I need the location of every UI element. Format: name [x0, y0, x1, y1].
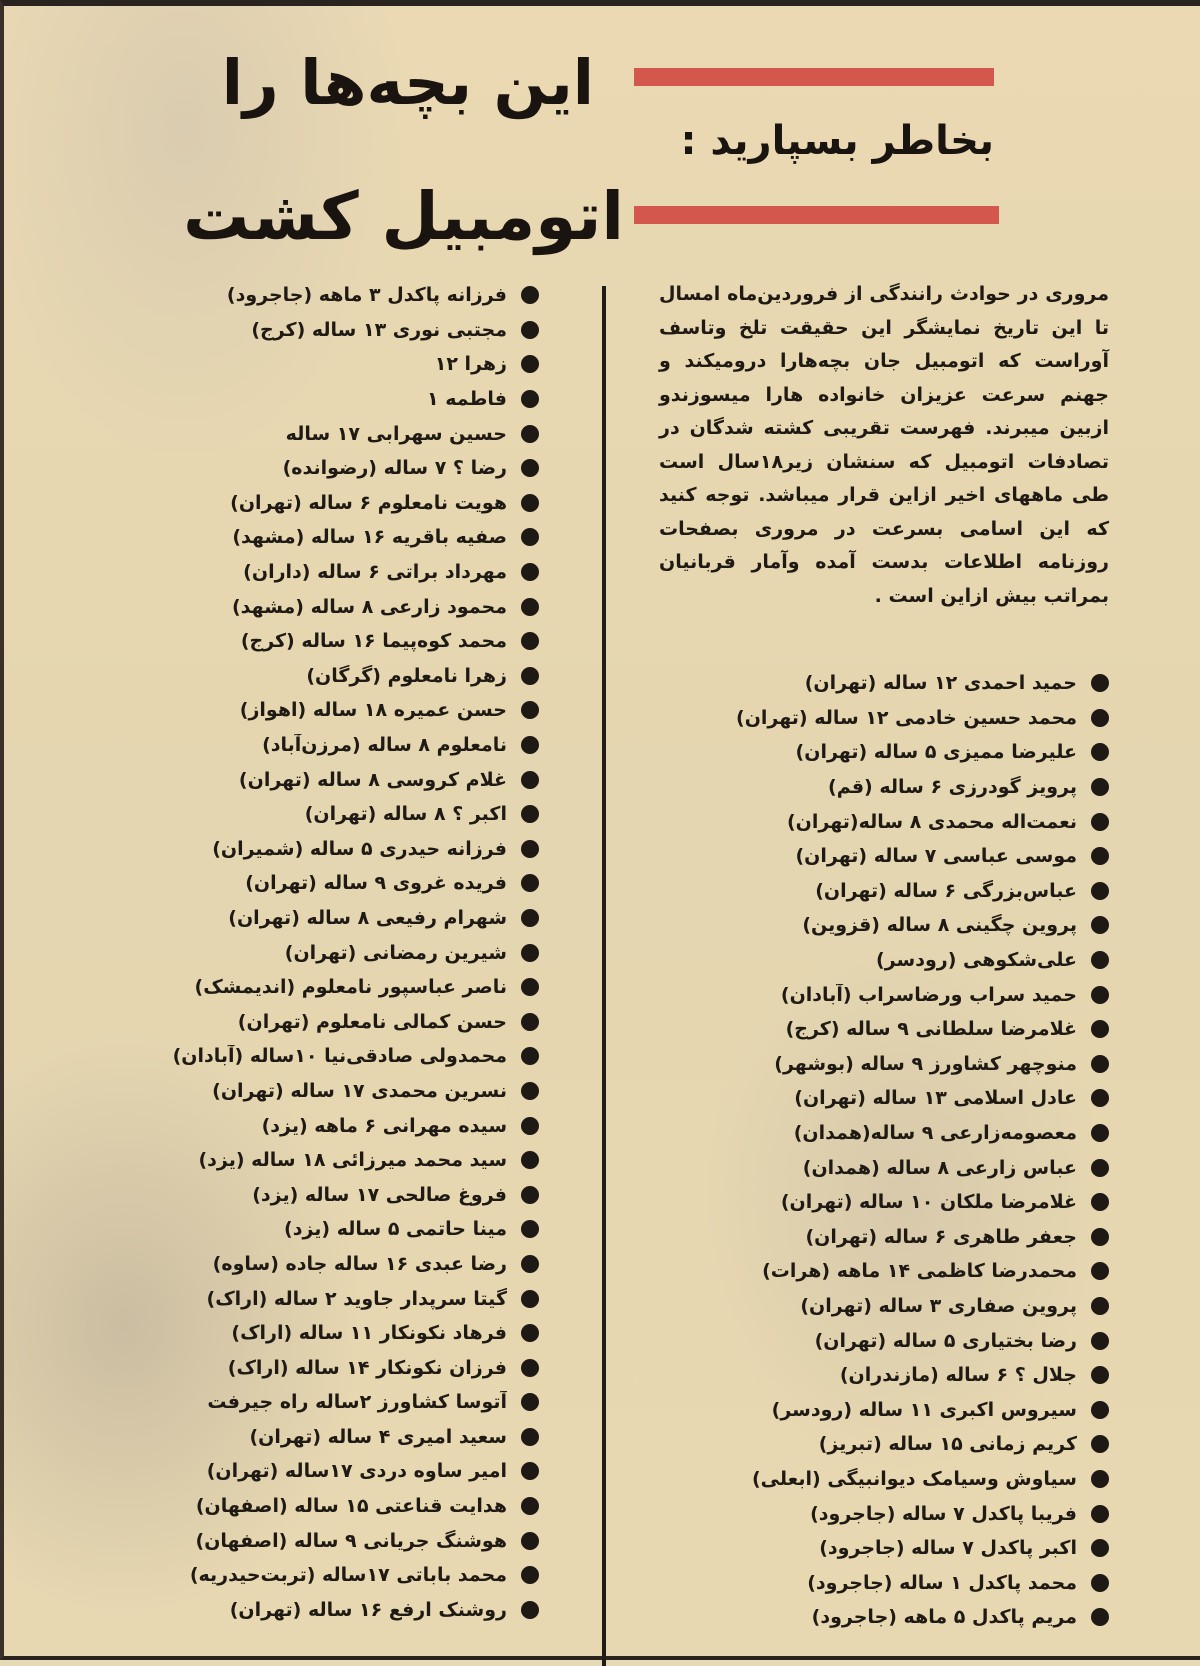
list-item — [644, 701, 1109, 736]
victim-entry: سیده مهرانی ۶ ماهه (یزد) — [261, 1114, 507, 1137]
victim-entry: محمد حسین خادمی ۱۲ ساله (تهران) — [736, 706, 1077, 729]
victim-entry: نعمت‌اله محمدی ۸ ساله(تهران) — [787, 810, 1077, 833]
list-item — [74, 1074, 539, 1109]
victim-entry: رضا بختیاری ۵ ساله (تهران) — [814, 1329, 1077, 1352]
victim-entry: هدایت قناعتی ۱۵ ساله (اصفهان) — [195, 1495, 507, 1518]
victim-entry: مهرداد براتی ۶ ساله (داران) — [243, 561, 507, 584]
list-item — [644, 1289, 1109, 1324]
bullet-icon — [1091, 1055, 1109, 1073]
bullet-icon — [1091, 1435, 1109, 1453]
bullet-icon — [521, 1220, 539, 1238]
bullet-icon — [521, 978, 539, 996]
list-item — [74, 1454, 539, 1489]
bullet-icon — [1091, 1297, 1109, 1315]
list-item — [644, 977, 1109, 1012]
list-item — [74, 1247, 539, 1282]
bullet-icon — [1091, 847, 1109, 865]
victim-entry: اکبر پاکدل ۷ ساله (جاجرود) — [819, 1537, 1077, 1560]
list-item — [74, 1212, 539, 1247]
list-item — [74, 1350, 539, 1385]
bullet-icon — [1091, 1020, 1109, 1038]
victim-entry: جلال ؟ ۶ ساله (مازندران) — [839, 1364, 1077, 1387]
victim-entry: رضا عبدی ۱۶ ساله جاده (ساوه) — [212, 1252, 507, 1275]
victim-entry: منوچهر کشاورز ۹ ساله (بوشهر) — [774, 1052, 1077, 1075]
list-item — [74, 486, 539, 521]
bullet-icon — [1091, 709, 1109, 727]
victim-entry: فروغ صالحی ۱۷ ساله (یزد) — [252, 1183, 507, 1206]
list-item — [74, 382, 539, 417]
victim-entry: غلامرضا سلطانی ۹ ساله (کرج) — [785, 1018, 1077, 1041]
list-item — [74, 1004, 539, 1039]
list-item — [74, 1523, 539, 1558]
list-item — [74, 797, 539, 832]
bullet-icon — [521, 1601, 539, 1619]
list-item — [74, 313, 539, 348]
bullet-icon — [521, 840, 539, 858]
bullet-icon — [1091, 951, 1109, 969]
victim-entry: حسن کمالی نامعلوم (تهران) — [237, 1010, 507, 1033]
list-item — [74, 1281, 539, 1316]
list-item — [644, 1358, 1109, 1393]
victim-entry: پرویز گودرزی ۶ ساله (قم) — [828, 776, 1077, 799]
victim-entry: فرهاد نکونکار ۱۱ ساله (اراک) — [231, 1322, 507, 1345]
bullet-icon — [521, 1117, 539, 1135]
bullet-icon — [521, 390, 539, 408]
bullet-icon — [521, 1462, 539, 1480]
victim-entry: پروین چگینی ۸ ساله (قزوین) — [802, 914, 1077, 937]
list-item — [74, 1385, 539, 1420]
list-item — [74, 555, 539, 590]
bullet-icon — [1091, 778, 1109, 796]
bullet-icon — [521, 701, 539, 719]
bullet-icon — [521, 667, 539, 685]
list-item — [74, 762, 539, 797]
list-item — [644, 943, 1109, 978]
victim-entry: روشنک ارفع ۱۶ ساله (تهران) — [229, 1598, 507, 1621]
bullet-icon — [1091, 1608, 1109, 1626]
victim-entry: غلامرضا ملکان ۱۰ ساله (تهران) — [780, 1191, 1077, 1214]
list-item — [74, 1593, 539, 1628]
list-item — [644, 908, 1109, 943]
bullet-icon — [521, 425, 539, 443]
victim-entry: فریبا پاکدل ۷ ساله (جاجرود) — [810, 1502, 1077, 1525]
bullet-icon — [1091, 1228, 1109, 1246]
victim-entry: محمدرضا کاظمی ۱۴ ماهه (هرات) — [762, 1260, 1077, 1283]
victim-entry: فرزانه پاکدل ۳ ماهه (جاجرود) — [226, 284, 507, 307]
list-item — [644, 1600, 1109, 1635]
victim-entry: جعفر طاهری ۶ ساله (تهران) — [805, 1225, 1077, 1248]
list-item — [74, 520, 539, 555]
victim-entry: آتوسا کشاورز ۲ساله راه جیرفت — [207, 1391, 507, 1414]
bullet-icon — [521, 1566, 539, 1584]
bullet-icon — [521, 494, 539, 512]
bullet-icon — [1091, 674, 1109, 692]
bullet-icon — [521, 632, 539, 650]
list-item — [644, 839, 1109, 874]
bullet-icon — [521, 1047, 539, 1065]
victim-entry: امیر ساوه دردی ۱۷ساله (تهران) — [206, 1460, 507, 1483]
bullet-icon — [521, 598, 539, 616]
victim-entry: موسی عباسی ۷ ساله (تهران) — [795, 845, 1077, 868]
victim-entry: فرزانه حیدری ۵ ساله (شمیران) — [212, 837, 507, 860]
list-item — [74, 1489, 539, 1524]
victim-entry: زهرا نامعلوم (گرگان) — [306, 664, 507, 687]
list-item — [74, 278, 539, 313]
bullet-icon — [521, 286, 539, 304]
bullet-icon — [1091, 1089, 1109, 1107]
list-item — [74, 935, 539, 970]
bullet-icon — [1091, 1332, 1109, 1350]
list-item — [74, 624, 539, 659]
victim-entry: شهرام رفیعی ۸ ساله (تهران) — [228, 906, 507, 929]
victims-list-left — [74, 278, 539, 1627]
bullet-icon — [1091, 1124, 1109, 1142]
list-item — [644, 1565, 1109, 1600]
list-item — [644, 1462, 1109, 1497]
victim-entry: زهرا ۱۲ — [434, 353, 507, 376]
bullet-icon — [521, 874, 539, 892]
list-item — [74, 1143, 539, 1178]
list-item — [74, 589, 539, 624]
list-item — [644, 1081, 1109, 1116]
bullet-icon — [1091, 1505, 1109, 1523]
list-item — [644, 1047, 1109, 1082]
bullet-icon — [521, 1186, 539, 1204]
bullet-icon — [1091, 1574, 1109, 1592]
red-accent-bar-bottom — [634, 206, 999, 224]
list-item — [74, 1420, 539, 1455]
list-item — [74, 416, 539, 451]
list-item — [644, 1150, 1109, 1185]
bullet-icon — [521, 355, 539, 373]
list-item — [644, 1185, 1109, 1220]
victim-entry: شیرین رمضانی (تهران) — [284, 941, 507, 964]
victim-entry: محمد کوه‌پیما ۱۶ ساله (کرج) — [240, 630, 507, 653]
bullet-icon — [521, 909, 539, 927]
bullet-icon — [1091, 882, 1109, 900]
bullet-icon — [521, 528, 539, 546]
headline-subtitle: بخاطر بسپارید : — [680, 118, 994, 164]
list-item — [644, 804, 1109, 839]
bullet-icon — [521, 736, 539, 754]
bullet-icon — [521, 1013, 539, 1031]
bullet-icon — [1091, 1401, 1109, 1419]
bullet-icon — [521, 1359, 539, 1377]
victim-entry: عباس‌بزرگی ۶ ساله (تهران) — [815, 879, 1077, 902]
victim-entry: سعید امیری ۴ ساله (تهران) — [249, 1425, 507, 1448]
headline-line-3: اتومبیل کشت — [183, 178, 624, 255]
list-item — [644, 770, 1109, 805]
list-item — [644, 874, 1109, 909]
list-item — [74, 901, 539, 936]
victim-entry: گیتا سرپدار جاوید ۲ ساله (اراک) — [206, 1287, 507, 1310]
victim-entry: ناصر عباسپور نامعلوم (اندیمشک) — [194, 976, 507, 999]
bullet-icon — [521, 459, 539, 477]
victim-entry: مریم پاکدل ۵ ماهه (جاجرود) — [811, 1606, 1077, 1629]
column-divider — [602, 286, 606, 1666]
list-item — [74, 866, 539, 901]
bullet-icon — [1091, 1366, 1109, 1384]
victim-entry: عادل اسلامی ۱۳ ساله (تهران) — [794, 1087, 1077, 1110]
victim-entry: نسرین محمدی ۱۷ ساله (تهران) — [212, 1079, 507, 1102]
bullet-icon — [521, 1428, 539, 1446]
victim-entry: پروین صفاری ۳ ساله (تهران) — [800, 1294, 1077, 1317]
list-item — [644, 1496, 1109, 1531]
list-item — [74, 1316, 539, 1351]
bullet-icon — [1091, 1262, 1109, 1280]
victim-entry: عباس زارعی ۸ ساله (همدان) — [802, 1156, 1077, 1179]
victim-entry: حسن عمیره ۱۸ ساله (اهواز) — [239, 699, 507, 722]
victim-entry: محمود زارعی ۸ ساله (مشهد) — [232, 595, 507, 618]
victim-entry: غلام کروسی ۸ ساله (تهران) — [238, 768, 507, 791]
bullet-icon — [521, 1532, 539, 1550]
list-item — [644, 1392, 1109, 1427]
list-item — [74, 832, 539, 867]
list-item — [74, 1039, 539, 1074]
victim-entry: هویت نامعلوم ۶ ساله (تهران) — [230, 491, 507, 514]
list-item — [644, 1531, 1109, 1566]
victim-entry: حمید احمدی ۱۲ ساله (تهران) — [804, 672, 1077, 695]
victim-entry: معصومه‌زارعی ۹ ساله(همدان) — [793, 1122, 1077, 1145]
victim-entry: علی‌شکوهی (رودسر) — [876, 949, 1077, 972]
victim-entry: مجتبی نوری ۱۳ ساله (کرج) — [251, 318, 507, 341]
bullet-icon — [521, 805, 539, 823]
victim-entry: سیروس اکبری ۱۱ ساله (رودسر) — [771, 1398, 1077, 1421]
list-item — [74, 970, 539, 1005]
bullet-icon — [521, 1290, 539, 1308]
victim-entry: سید محمد میرزائی ۱۸ ساله (یزد) — [198, 1149, 507, 1172]
bullet-icon — [521, 1151, 539, 1169]
list-item — [74, 659, 539, 694]
bullet-icon — [521, 321, 539, 339]
list-item — [644, 1012, 1109, 1047]
bullet-icon — [1091, 1193, 1109, 1211]
bullet-icon — [1091, 1470, 1109, 1488]
bullet-icon — [521, 1255, 539, 1273]
victim-entry: نامعلوم ۸ ساله (مرزن‌آباد) — [262, 734, 507, 757]
bullet-icon — [1091, 743, 1109, 761]
list-item — [74, 1108, 539, 1143]
victim-entry: فریده غروی ۹ ساله (تهران) — [245, 872, 507, 895]
list-item — [644, 666, 1109, 701]
list-item — [644, 1323, 1109, 1358]
red-accent-bar-top — [634, 68, 994, 86]
intro-paragraph: مروری در حوادث رانندگی از فروردین‌ماه امسال تا این تاریخ نمایشگر این حقیقت تلخ وتاسف آوراست که اتومبیل جان بچه‌هارا درومیکند و جهنم سرعت عزیزان خانواده هارا میسوزندو ازبین میبرند. فهرست تقریبی کشته شدگان در تصادفات اتومبیل که سنشان زیر۱۸سال است طی ماههای اخیر ازاین قرار میباشد. توجه کنید که این اسامی بسرعت در مروری بصفحات روزنامه اطلاعات بدست آمده وآمار قربانیان بمراتب بیش ازاین است . — [659, 283, 1110, 607]
victims-list-right — [644, 666, 1109, 1635]
victim-entry: هوشنگ جریانی ۹ ساله (اصفهان) — [195, 1529, 507, 1552]
headline-line-1: این بچه‌ها را — [221, 46, 594, 119]
list-item — [644, 1254, 1109, 1289]
bullet-icon — [521, 1393, 539, 1411]
victim-entry: حمید سراب ورضاسراب (آبادان) — [780, 983, 1077, 1006]
list-item — [74, 1177, 539, 1212]
list-item — [74, 693, 539, 728]
victim-entry: فاطمه ۱ — [427, 388, 507, 411]
list-item — [644, 1220, 1109, 1255]
victim-entry: محمد پاکدل ۱ ساله (جاجرود) — [807, 1571, 1077, 1594]
victim-entry: صفیه باقریه ۱۶ ساله (مشهد) — [232, 526, 507, 549]
bullet-icon — [521, 1082, 539, 1100]
victim-entry: سیاوش وسیامک دیوانبیگی (ابعلی) — [752, 1467, 1077, 1490]
bullet-icon — [521, 771, 539, 789]
list-item — [74, 451, 539, 486]
list-item — [74, 728, 539, 763]
bullet-icon — [521, 1497, 539, 1515]
bullet-icon — [1091, 813, 1109, 831]
list-item — [74, 1558, 539, 1593]
victim-entry: حسین سهرابی ۱۷ ساله — [285, 422, 507, 445]
victim-entry: مینا حاتمی ۵ ساله (یزد) — [284, 1218, 507, 1241]
list-item — [74, 347, 539, 382]
list-item — [644, 1427, 1109, 1462]
bullet-icon — [1091, 986, 1109, 1004]
bullet-icon — [521, 1324, 539, 1342]
bullet-icon — [1091, 1539, 1109, 1557]
victim-entry: رضا ؟ ۷ ساله (رضوانده) — [282, 457, 507, 480]
victim-entry: کریم زمانی ۱۵ ساله (تبریز) — [818, 1433, 1077, 1456]
bullet-icon — [521, 944, 539, 962]
bullet-icon — [1091, 1159, 1109, 1177]
bullet-icon — [1091, 916, 1109, 934]
victim-entry: محمد باباتی ۱۷ساله (تربت‌حیدریه) — [189, 1564, 507, 1587]
victim-entry: اکبر ؟ ۸ ساله (تهران) — [304, 803, 507, 826]
victim-entry: علیرضا ممیزی ۵ ساله (تهران) — [795, 741, 1077, 764]
list-item — [644, 735, 1109, 770]
victim-entry: محمدولی صادقی‌نیا ۱۰ساله (آبادان) — [172, 1045, 507, 1068]
list-item — [644, 1116, 1109, 1151]
bullet-icon — [521, 563, 539, 581]
victim-entry: فرزان نکونکار ۱۴ ساله (اراک) — [227, 1356, 507, 1379]
